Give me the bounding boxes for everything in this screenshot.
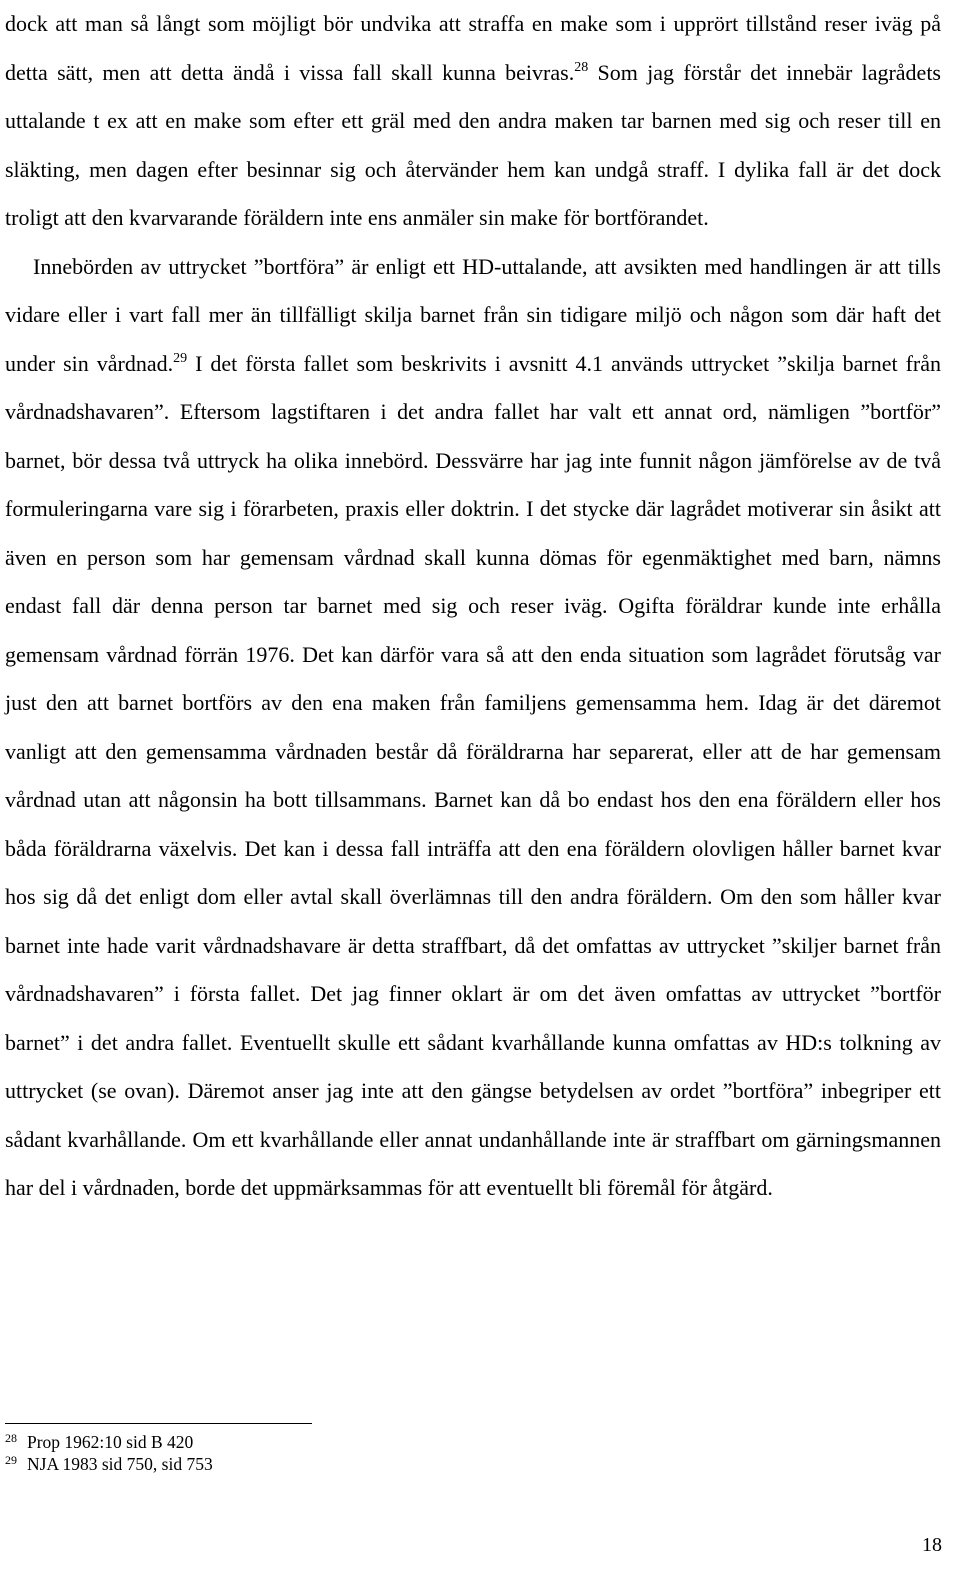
footnote-reference[interactable]: 28 xyxy=(574,59,589,75)
footnote-number: 28 xyxy=(5,1431,17,1445)
footnote-reference[interactable]: 29 xyxy=(173,350,188,366)
paragraph-text: dock att man så långt som möjligt bör undvika att straffa en make som i upprört tillstånd reser iväg på detta sätt, men att detta ändå i vissa fall skall kunna beivras. xyxy=(5,11,941,85)
footnote-separator xyxy=(5,1423,312,1424)
footnote-item xyxy=(5,1453,605,1475)
paragraph-text: Som jag förstår det innebär lagrådets uttalande t ex att en make som efter ett gräl med den andra maken tar barnen med sig och reser till en släkting, men dagen efter besinnar sig och återvänder hem kan undgå straff. I dylika fall är det dock troligt att den kvarvarande föräldern inte ens anmäler sin make för bortförandet. xyxy=(5,59,941,230)
page-number: 18 xyxy=(922,1534,942,1556)
footnote-text: Prop 1962:10 sid B 420 xyxy=(27,1432,194,1452)
footnote-item xyxy=(5,1431,605,1453)
paragraph-continued xyxy=(5,0,941,243)
footnotes xyxy=(5,1431,605,1475)
paragraph xyxy=(5,243,941,1213)
paragraph-text: I det första fallet som beskrivits i avsnitt 4.1 används uttrycket ”skilja barnet från vårdnadshavaren”. Eftersom lagstiftaren i det andra fallet har valt ett annat ord, nämligen ”bortför” barnet, bör dessa två uttryck ha olika innebörd. Dessvärre har jag inte funnit någon jämförelse av de två formuleringarna vare sig i förarbeten, praxis eller doktrin. I det stycke där lagrådet motiverar sin åsikt att även en person som har gemensam vårdnad skall kunna dömas för egenmäktighet med barn, nämns endast fall där denna person tar barnet med sig och reser iväg. Ogifta föräldrar kunde inte erhålla gemensam vårdnad förrän 1976. Det kan därför vara så att den enda situation som lagrådet förutsåg var just den att barnet bortförs av den ena maken från familjens gemensamma hem. Idag är det däremot vanligt att den gemensamma vårdnaden består då föräldrarna har separerat, eller att de har gemensam vårdnad utan att någonsin ha bott tillsammans. Barnet kan då bo endast hos den ena föräldern eller hos båda föräldrarna växelvis. Det kan i dessa fall inträffa att den ena föräldern olovligen håller barnet kvar hos sig då det enligt dom eller avtal skall överlämnas till den andra föräldern. Om den som håller kvar barnet inte hade varit vårdnadshavare är detta straffbart, då det omfattas av uttrycket ”skiljer barnet från vårdnadshavaren” i första fallet. Det jag finner oklart är om det även omfattas av uttrycket ”bortför barnet” i det andra fallet. Eventuellt skulle ett sådant kvarhållande kunna omfattas av HD:s tolkning av uttrycket (se ovan). Däremot anser jag inte att den gängse betydelsen av ordet ”bortföra” inbegriper ett sådant kvarhållande. Om ett kvarhållande eller annat undanhållande inte är straffbart om gärningsmannen har del i vårdnaden, borde det uppmärksammas för att eventuellt bli föremål för åtgärd. xyxy=(5,350,941,1200)
footnote-text: NJA 1983 sid 750, sid 753 xyxy=(27,1454,213,1474)
footnote-number: 29 xyxy=(5,1453,17,1467)
paragraph-text: Innebörden av uttrycket ”bortföra” är enligt ett HD-uttalande, att avsikten med handlingen är att tills vidare eller i vart fall mer än tillfälligt skilja barnet från sin tidigare miljö och någon som där haft det under sin vårdnad. xyxy=(5,253,941,376)
body-text xyxy=(5,0,941,1213)
